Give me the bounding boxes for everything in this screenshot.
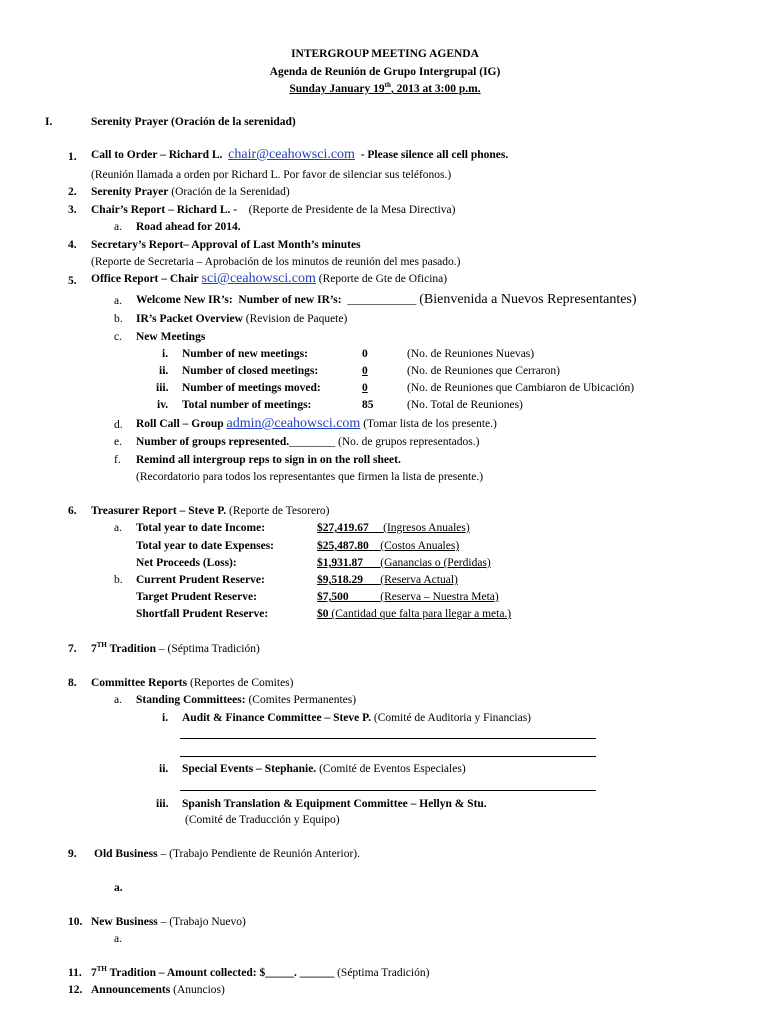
item-chairs-report: Chair’s Report – Richard L. - (Reporte de Presidente de la Mesa Directiva) bbox=[91, 204, 456, 216]
meeting-stat-es: (No. Total de Reuniones) bbox=[407, 399, 523, 411]
roman-numeral: ii. bbox=[159, 365, 169, 377]
sub-letter: a. bbox=[114, 221, 122, 233]
sub-letter: d. bbox=[114, 419, 123, 431]
item-number: 3. bbox=[68, 204, 77, 216]
meeting-date: Sunday January 19th, 2013 at 3:00 p.m. bbox=[289, 81, 481, 95]
item-treasurer-report: Treasurer Report – Steve P. (Reporte de Tesorero) bbox=[91, 505, 330, 517]
notes-line[interactable] bbox=[180, 756, 596, 757]
meeting-stat-value: 85 bbox=[362, 399, 374, 411]
item-subtext: (Reporte de Secretaria – Aprobación de los minutos de reunión del mes pasado.) bbox=[91, 256, 461, 268]
item-number: 12. bbox=[68, 984, 83, 996]
sub-letter: f. bbox=[114, 454, 121, 466]
roman-numeral: i. bbox=[162, 712, 169, 724]
agenda-title: INTERGROUP MEETING AGENDA bbox=[291, 48, 479, 60]
standing-committees: Standing Committees: (Comites Permanentes) bbox=[136, 694, 357, 706]
treasury-label: Current Prudent Reserve: bbox=[136, 574, 265, 586]
item-seventh-tradition: 7TH Tradition – (Séptima Tradición) bbox=[91, 641, 260, 655]
meeting-stat-es: (No. de Reuniones Nuevas) bbox=[407, 348, 535, 360]
meeting-stat-es: (No. de Reuniones que Cerraron) bbox=[407, 365, 560, 377]
meeting-stat-es: (No. de Reuniones que Cambiaron de Ubicación) bbox=[407, 382, 635, 394]
section-title: Serenity Prayer (Oración de la serenidad) bbox=[91, 116, 296, 128]
item-announcements: Announcements (Anuncios) bbox=[91, 984, 225, 996]
item-subtext: (Recordatorio para todos los representantes que firmen la lista de presente.) bbox=[136, 471, 484, 483]
chair-email-link[interactable]: chair@ceahowsci.com bbox=[228, 147, 355, 162]
item-number: 2. bbox=[68, 186, 77, 198]
treasury-label: Total year to date Expenses: bbox=[136, 540, 274, 552]
meeting-stat-label: Number of meetings moved: bbox=[182, 382, 321, 394]
item-new-business: New Business – (Trabajo Nuevo) bbox=[91, 916, 246, 928]
treasury-value: $1,931.87 (Ganancias o (Perdidas) bbox=[317, 557, 491, 569]
treasury-value: $9,518.29 (Reserva Actual) bbox=[317, 574, 458, 586]
item-number: 4. bbox=[68, 239, 77, 251]
sub-letter: a. bbox=[114, 694, 122, 706]
roman-numeral: iv. bbox=[157, 399, 169, 411]
treasury-value: $0 (Cantidad que falta para llegar a meta.) bbox=[317, 608, 512, 620]
irs-packet-overview: IR’s Packet Overview (Revision de Paquete) bbox=[136, 313, 348, 325]
roman-numeral: i. bbox=[162, 348, 169, 360]
welcome-new-irs: Welcome New IR’s: Number of new IR’s: ____________ (Bienvenida a Nuevos Representantes) bbox=[136, 292, 637, 307]
audit-finance-committee: Audit & Finance Committee – Steve P. (Comité de Auditoria y Financias) bbox=[182, 712, 531, 724]
section-number: I. bbox=[45, 116, 53, 128]
meeting-stat-label: Total number of meetings: bbox=[182, 399, 312, 411]
sub-letter: c. bbox=[114, 331, 122, 343]
agenda-subtitle: Agenda de Reunión de Grupo Intergrupal (IG) bbox=[269, 66, 501, 78]
item-subtext: (Reunión llamada a orden por Richard L. Por favor de silenciar sus teléfonos.) bbox=[91, 169, 452, 181]
item-secretary-report: Secretary’s Report– Approval of Last Month’s minutes bbox=[91, 239, 361, 251]
item-call-to-order: Call to Order – Richard L. chair@ceahowsci.com - Please silence all cell phones. bbox=[91, 147, 509, 162]
item-number: 9. bbox=[68, 848, 77, 860]
roman-numeral: ii. bbox=[159, 763, 169, 775]
item-number: 6. bbox=[68, 505, 77, 517]
item-number: 8. bbox=[68, 677, 77, 689]
item-number: 5. bbox=[68, 275, 77, 287]
remind-reps: Remind all intergroup reps to sign in on the roll sheet. bbox=[136, 454, 401, 466]
item-tradition-amount: 7TH Tradition – Amount collected: $_____. ______ (Séptima Tradición) bbox=[91, 965, 430, 979]
meeting-stat-value: 0 bbox=[362, 365, 368, 377]
item-number: 10. bbox=[68, 916, 83, 928]
treasury-value: $7,500 (Reserva – Nuestra Meta) bbox=[317, 591, 499, 603]
sub-letter: b. bbox=[114, 574, 123, 586]
sci-email-link[interactable]: sci@ceahowsci.com bbox=[201, 271, 316, 286]
treasury-value: $25,487.80 (Costos Anuales) bbox=[317, 540, 460, 552]
notes-line[interactable] bbox=[180, 790, 596, 791]
item-number: 11. bbox=[68, 967, 82, 979]
new-meetings-heading: New Meetings bbox=[136, 331, 206, 343]
sub-letter: e. bbox=[114, 436, 122, 448]
item-serenity-prayer: Serenity Prayer (Oración de la Serenidad) bbox=[91, 186, 290, 198]
sub-letter: a. bbox=[114, 882, 123, 894]
sub-letter: b. bbox=[114, 313, 123, 325]
item-subtext: (Comité de Traducción y Equipo) bbox=[185, 814, 340, 826]
roman-numeral: iii. bbox=[156, 382, 169, 394]
item-number: 7. bbox=[68, 643, 77, 655]
roman-numeral: iii. bbox=[156, 798, 169, 810]
treasury-label: Target Prudent Reserve: bbox=[136, 591, 257, 603]
groups-represented: Number of groups represented.________ (No. de grupos representados.) bbox=[136, 436, 480, 448]
treasury-label: Net Proceeds (Loss): bbox=[136, 557, 237, 569]
roll-call: Roll Call – Group admin@ceahowsci.com (Tomar lista de los presente.) bbox=[136, 416, 497, 431]
meeting-stat-label: Number of new meetings: bbox=[182, 348, 308, 360]
road-ahead-text: Road ahead for 2014. bbox=[136, 221, 241, 233]
meeting-stat-label: Number of closed meetings: bbox=[182, 365, 319, 377]
meeting-stat-value: 0 bbox=[362, 348, 368, 360]
item-old-business: Old Business – (Trabajo Pendiente de Reunión Anterior). bbox=[94, 848, 360, 860]
translation-committee: Spanish Translation & Equipment Committee – Hellyn & Stu. bbox=[182, 798, 487, 810]
sub-letter: a. bbox=[114, 522, 122, 534]
notes-line[interactable] bbox=[180, 738, 596, 739]
treasury-label: Shortfall Prudent Reserve: bbox=[136, 608, 269, 620]
special-events-committee: Special Events – Stephanie. (Comité de Eventos Especiales) bbox=[182, 763, 466, 775]
sub-letter: a. bbox=[114, 295, 122, 307]
item-number: 1. bbox=[68, 151, 77, 163]
treasury-value: $27,419.67 (Ingresos Anuales) bbox=[317, 522, 470, 534]
treasury-label: Total year to date Income: bbox=[136, 522, 266, 534]
admin-email-link[interactable]: admin@ceahowsci.com bbox=[226, 416, 361, 431]
item-office-report: Office Report – Chair sci@ceahowsci.com (Reporte de Gte de Oficina) bbox=[91, 271, 448, 286]
sub-letter: a. bbox=[114, 933, 122, 945]
item-committee-reports: Committee Reports (Reportes de Comites) bbox=[91, 677, 294, 689]
meeting-stat-value: 0 bbox=[362, 382, 368, 394]
